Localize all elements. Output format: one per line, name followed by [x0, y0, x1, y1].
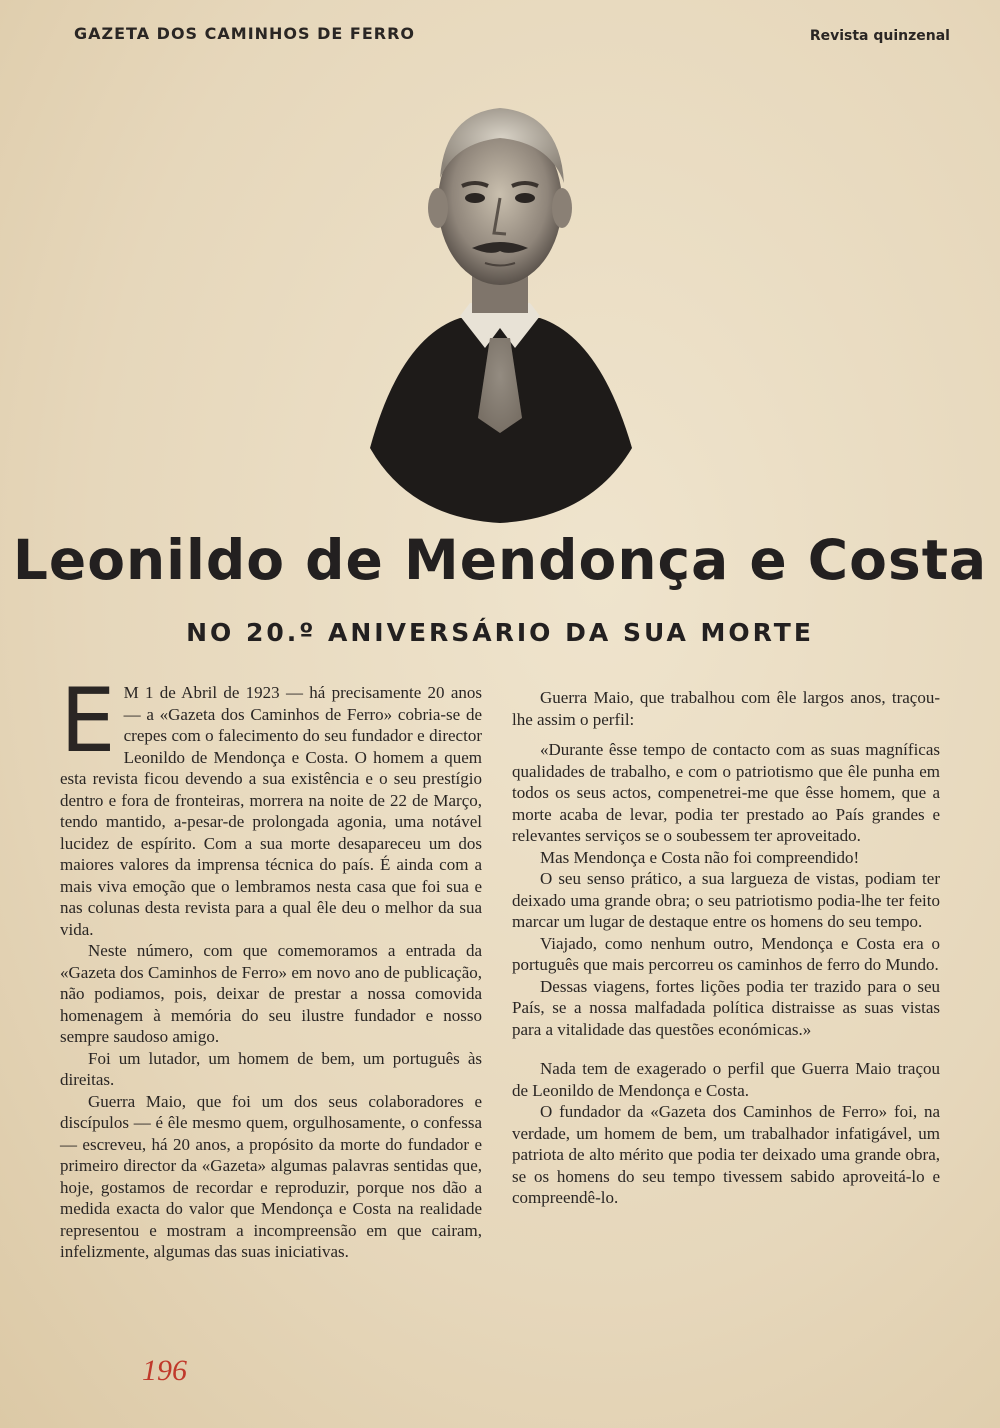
paragraph: Foi um lutador, um homem de bem, um português às direitas.	[60, 1048, 482, 1089]
paragraph: O fundador da «Gazeta dos Caminhos de Ferro» foi, na verdade, um homem de bem, um trabalhador infatigável, um patriota de alto mérito que podia ter deixado uma grande obra, se os homens do seu tempo tivessem sabido aproveitá-lo e compreendê-lo.	[512, 1102, 940, 1207]
journal-subtitle: Revista quinzenal	[809, 28, 950, 44]
quote-paragraph: Mas Mendonça e Costa não foi compreendido!	[540, 847, 860, 867]
paragraph: Guerra Maio, que trabalhou com êle largos anos, traçou-lhe assim o perfil:	[512, 688, 940, 729]
article-title: Leonildo de Mendonça e Costa	[12, 528, 988, 592]
paragraph: M 1 de Abril de 1923 — há precisamente 20 anos — a «Gazeta dos Caminhos de Ferro» cobria-se de crepes com o falecimento do seu fundador e director Leonildo de Mendonça e Costa. O homem a quem esta revista ficou devendo a sua existência e o seu prestígio dentro e fora de fronteiras, morrera na noite de 22 de Março, tendo mantido, a-pesar-de prolongada agonia, uma notável lucidez de espírito. Com a sua morte desapareceu um dos maiores valores da imprensa técnica do país. É ainda com a mais viva emoção que o lembramos nesta casa que foi sua e nas colunas desta revista para a qual êle deu o melhor da sua vida.	[60, 683, 482, 939]
paragraph: Nada tem de exagerado o perfil que Guerra Maio traçou de Leonildo de Mendonça e Costa.	[512, 1059, 940, 1100]
portrait-photo	[360, 88, 640, 528]
quote-paragraph: Viajado, como nenhum outro, Mendonça e Costa era o português que mais percorreu os caminhos de ferro do Mundo.	[512, 933, 940, 974]
quote-paragraph: Dessas viagens, fortes lições podia ter trazido para o seu País, se a nossa malfadada política distraisse as suas vistas para a vitalidade das questões económicas.»	[512, 976, 940, 1039]
quoted-profile	[512, 739, 940, 1040]
quote-paragraph: «Durante êsse tempo de contacto com as suas magníficas qualidades de trabalho, e com o patriotismo que êle punha em todos os seus actos, compenetrei-me que êsse homem, que a morte acaba de levar, podia ter prestado ao País grandes e relevantes serviços se o soubessem ter aproveitado.	[512, 740, 940, 845]
journal-title: GAZETA DOS CAMINHOS DE FERRO	[74, 24, 416, 43]
paragraph: Guerra Maio, que foi um dos seus colaboradores e discípulos — é êle mesmo quem, orgulhosamente, o confessa — escreveu, há 20 anos, a propósito da morte do fundador e primeiro director da «Gazeta» algumas palavras sentidas que, hoje, gostamos de recordar e reproduzir, porque nos dão a medida exacta do valor que Mendonça e Costa na realidade representou e mostram a incompreensão em que cairam, infelizmente, algumas das suas iniciativas.	[60, 1091, 482, 1261]
quote-paragraph: O seu senso prático, a sua largueza de vistas, podiam ter deixado uma grande obra; o seu patriotismo podia-lhe ter feito marcar um lugar de destaque entre os homens do seu tempo.	[512, 869, 940, 931]
page-number: 196	[142, 1354, 187, 1387]
left-column	[60, 669, 482, 1263]
article-subtitle: NO 20.º ANIVERSÁRIO DA SUA MORTE	[186, 618, 814, 647]
right-column	[512, 687, 940, 1209]
paragraph: Neste número, com que comemoramos a entrada da «Gazeta dos Caminhos de Ferro» em novo ano de publicação, não podiamos, pois, deixar de prestar a nossa comovida homenagem à memória do seu ilustre fundador e nosso sempre saudoso amigo.	[60, 941, 482, 1046]
drop-cap: E	[60, 669, 116, 772]
